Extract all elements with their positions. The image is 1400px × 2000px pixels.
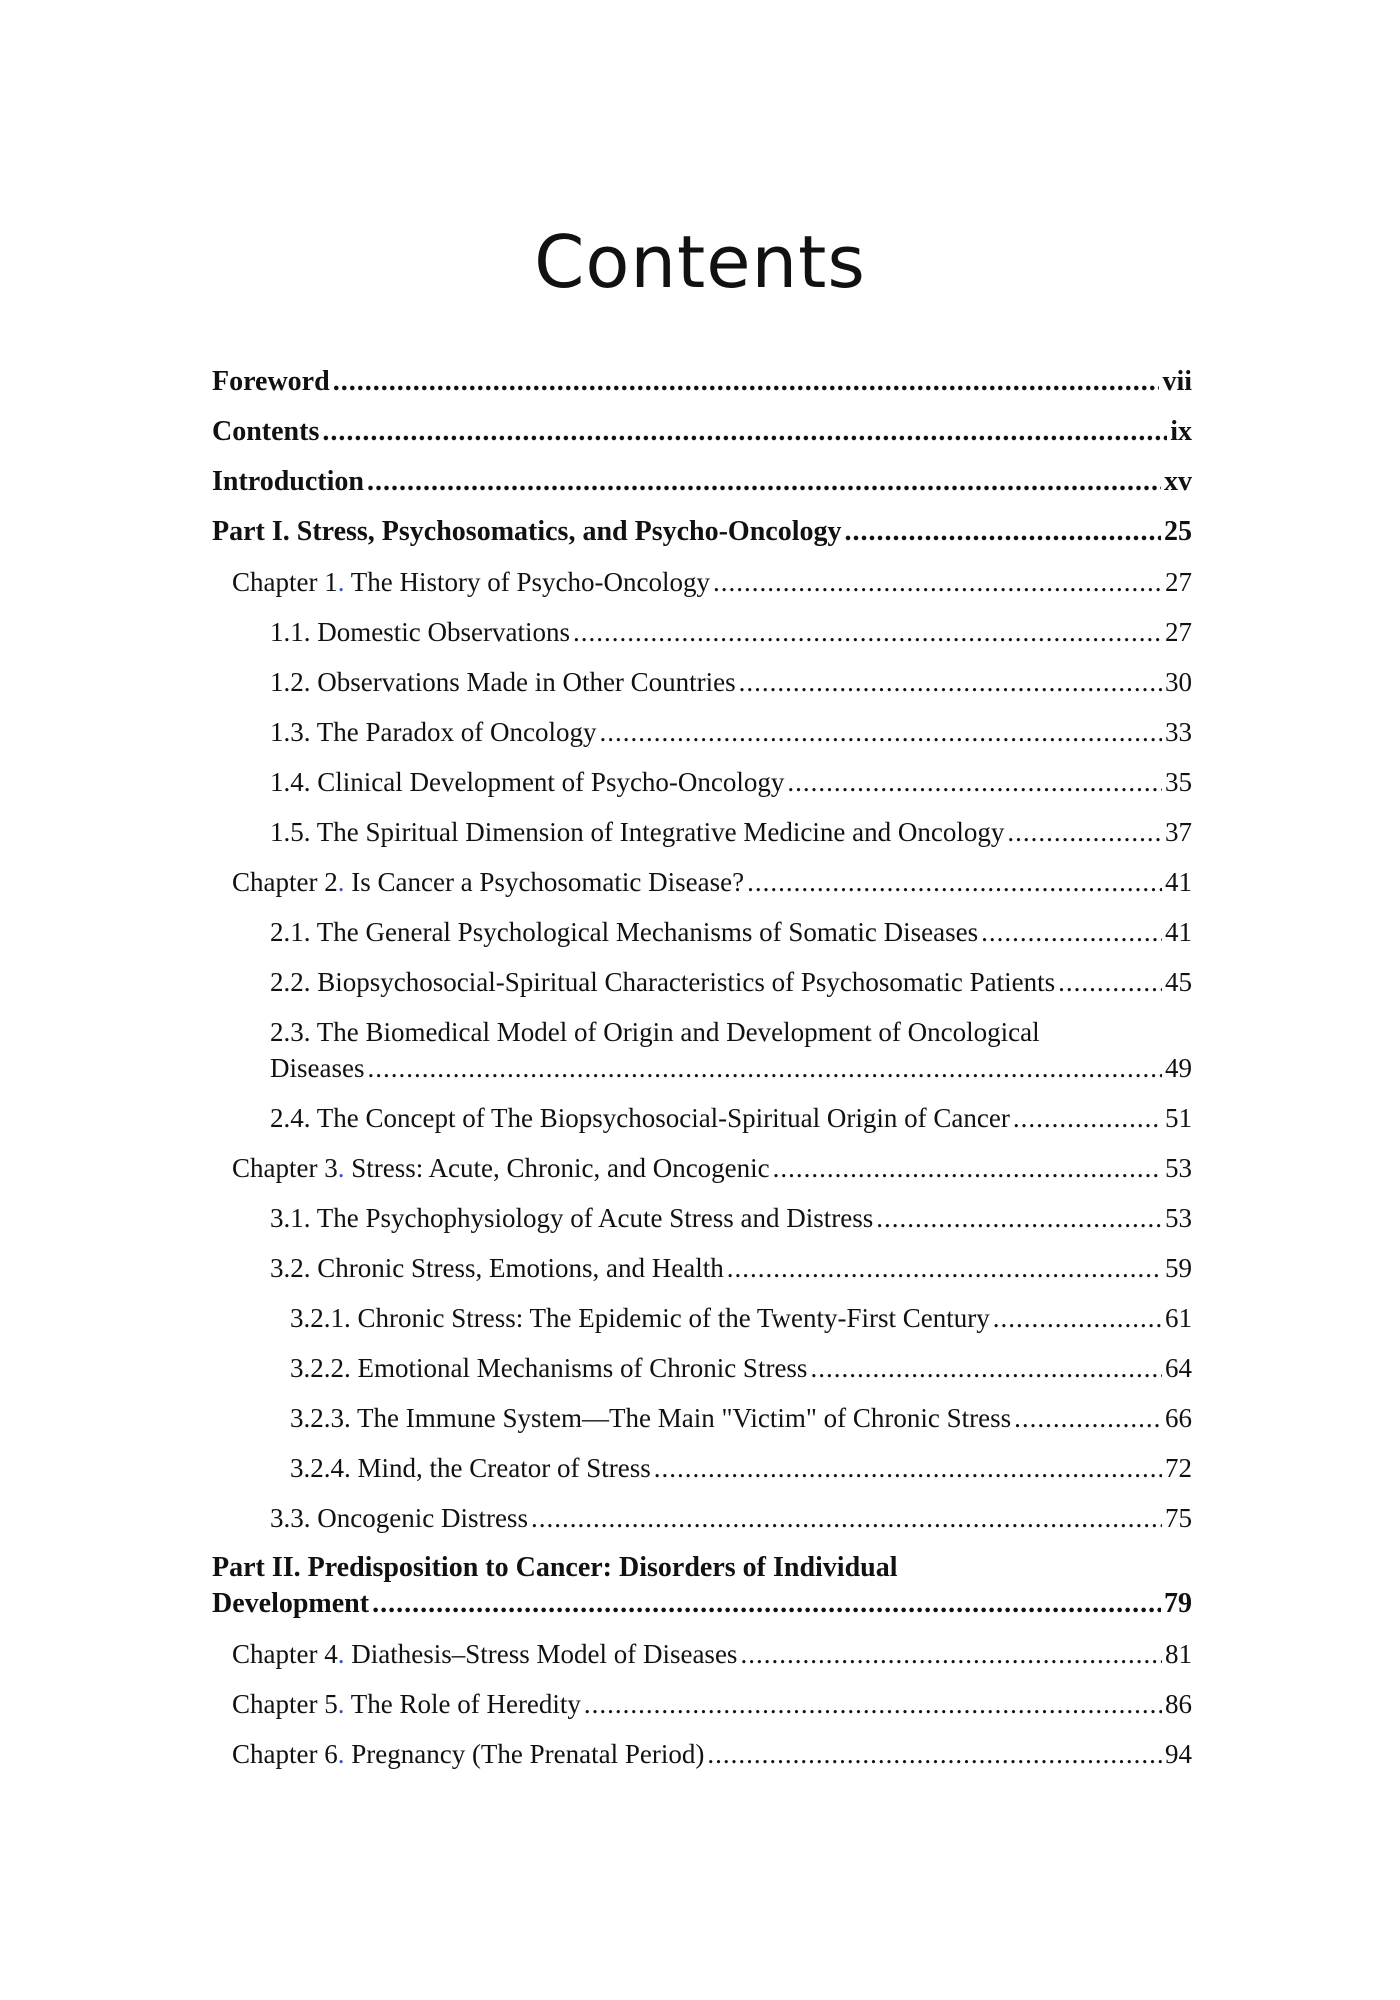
dot-leader <box>654 1450 1162 1486</box>
toc-entry-section[interactable] <box>270 614 1192 650</box>
toc-entry-section[interactable] <box>270 1050 1192 1086</box>
dot-leader <box>372 1586 1161 1622</box>
dot-leader <box>740 1636 1162 1672</box>
dot-leader <box>981 914 1162 950</box>
toc-entry-label: Development <box>212 1588 370 1619</box>
toc-entry-section[interactable] <box>270 1200 1192 1236</box>
chapter-title: The History of Psycho-Oncology <box>344 567 710 597</box>
toc-entry-part-1[interactable] <box>212 514 1192 550</box>
chapter-dot: . <box>337 1153 345 1183</box>
toc-page-number: 27 <box>1165 567 1192 597</box>
toc-page-number: 35 <box>1165 767 1192 797</box>
chapter-dot: . <box>337 867 345 897</box>
toc-entry-label: 1.2. Observations Made in Other Countries <box>270 667 736 697</box>
toc-entry-label: 2.2. Biopsychosocial-Spiritual Characteristics of Psychosomatic Patients <box>270 967 1056 997</box>
toc-entry-label: Introduction <box>212 466 364 497</box>
toc-entry-label <box>232 1150 770 1186</box>
toc-page-number: ix <box>1170 416 1192 447</box>
chapter-title: Stress: Acute, Chronic, and Oncogenic <box>344 1153 770 1183</box>
dot-leader <box>1058 964 1162 1000</box>
toc-page-number: 61 <box>1165 1303 1192 1333</box>
toc-entry-part-2[interactable] <box>212 1586 1192 1622</box>
toc-entry-label: 3.1. The Psychophysiology of Acute Stress and Distress <box>270 1203 874 1233</box>
dot-leader <box>322 414 1167 450</box>
toc-entry-section[interactable] <box>270 664 1192 700</box>
toc-entry-section[interactable] <box>270 714 1192 750</box>
toc-page-number: 25 <box>1164 516 1192 547</box>
toc-entry-subsection[interactable] <box>290 1450 1192 1486</box>
toc-page-number: 75 <box>1165 1503 1192 1533</box>
toc-entry-chapter-4[interactable] <box>232 1636 1192 1672</box>
chapter-prefix: Chapter 2 <box>232 867 338 897</box>
toc-page-number: 94 <box>1165 1739 1192 1769</box>
toc-page-number: xv <box>1164 466 1192 497</box>
toc-page-number: 66 <box>1165 1403 1192 1433</box>
toc-entry-chapter-1[interactable] <box>232 564 1192 600</box>
chapter-dot: . <box>337 1639 345 1669</box>
dot-leader <box>531 1500 1162 1536</box>
chapter-prefix: Chapter 4 <box>232 1639 338 1669</box>
dot-leader <box>1014 1400 1162 1436</box>
chapter-prefix: Chapter 6 <box>232 1739 338 1769</box>
toc-entry-label <box>232 564 710 600</box>
page-title: Contents <box>534 220 866 304</box>
chapter-title: The Role of Heredity <box>344 1689 581 1719</box>
toc-entry-label: 2.4. The Concept of The Biopsychosocial-Spiritual Origin of Cancer <box>270 1103 1010 1133</box>
toc-entry-label: Foreword <box>212 366 330 397</box>
toc-entry-subsection[interactable] <box>290 1400 1192 1436</box>
toc-entry-label <box>232 1686 581 1722</box>
toc-entry-contents[interactable] <box>212 414 1192 450</box>
chapter-title: Is Cancer a Psychosomatic Disease? <box>344 867 745 897</box>
toc-page-number: 41 <box>1165 917 1192 947</box>
toc-page-number: 79 <box>1164 1588 1192 1619</box>
toc-entry-label <box>232 1736 704 1772</box>
toc-entry-foreword[interactable] <box>212 364 1192 400</box>
dot-leader <box>707 1736 1162 1772</box>
dot-leader <box>876 1200 1162 1236</box>
toc-entry-label: 2.1. The General Psychological Mechanisms of Somatic Diseases <box>270 917 979 947</box>
toc-page-number: 53 <box>1165 1203 1192 1233</box>
toc-entry-label: Part I. Stress, Psychosomatics, and Psycho-Oncology <box>212 516 842 547</box>
toc-page-number: vii <box>1162 366 1192 397</box>
chapter-title: Diathesis–Stress Model of Diseases <box>344 1639 738 1669</box>
dot-leader <box>773 1150 1162 1186</box>
dot-leader <box>787 764 1162 800</box>
toc-page-number: 59 <box>1165 1253 1192 1283</box>
toc-page-number: 49 <box>1165 1053 1192 1083</box>
dot-leader <box>1007 814 1162 850</box>
toc-entry-section[interactable] <box>270 1100 1192 1136</box>
toc-entry-subsection[interactable] <box>290 1300 1192 1336</box>
toc-entry-section[interactable] <box>270 764 1192 800</box>
toc-entry-section[interactable] <box>270 914 1192 950</box>
toc-entry-label: 3.2.1. Chronic Stress: The Epidemic of the Twenty-First Century <box>290 1303 990 1333</box>
toc-entry-label: 1.4. Clinical Development of Psycho-Oncology <box>270 767 785 797</box>
toc-entry-label: Diseases <box>270 1053 365 1083</box>
dot-leader <box>727 1250 1162 1286</box>
toc-entry-label: 3.2.2. Emotional Mechanisms of Chronic Stress <box>290 1353 808 1383</box>
toc-page-number: 33 <box>1165 717 1192 747</box>
dot-leader <box>810 1350 1162 1386</box>
chapter-prefix: Chapter 1 <box>232 567 338 597</box>
toc-page-number: 27 <box>1165 617 1192 647</box>
toc-page-number: 51 <box>1165 1103 1192 1133</box>
dot-leader <box>367 1050 1162 1086</box>
dot-leader <box>747 864 1162 900</box>
dot-leader <box>713 564 1162 600</box>
dot-leader <box>573 614 1162 650</box>
dot-leader <box>844 514 1161 550</box>
toc-entry-chapter-6[interactable] <box>232 1736 1192 1772</box>
chapter-dot: . <box>337 1739 345 1769</box>
toc-page-number: 37 <box>1165 817 1192 847</box>
toc-entry-label: 1.3. The Paradox of Oncology <box>270 717 597 747</box>
toc-page-number: 45 <box>1165 967 1192 997</box>
toc-entry-label: Contents <box>212 416 320 447</box>
chapter-prefix: Chapter 3 <box>232 1153 338 1183</box>
toc-entry-label: 3.2.4. Mind, the Creator of Stress <box>290 1453 651 1483</box>
chapter-prefix: Chapter 5 <box>232 1689 338 1719</box>
dot-leader <box>1013 1100 1162 1136</box>
toc-entry-subsection[interactable] <box>290 1350 1192 1386</box>
toc-entry-section[interactable] <box>270 1500 1192 1536</box>
dot-leader <box>333 364 1160 400</box>
toc-entry-chapter-5[interactable] <box>232 1686 1192 1722</box>
chapter-dot: . <box>337 1689 345 1719</box>
dot-leader <box>367 464 1161 500</box>
toc-page-number: 30 <box>1165 667 1192 697</box>
dot-leader <box>584 1686 1162 1722</box>
chapter-title: Pregnancy (The Prenatal Period) <box>344 1739 705 1769</box>
toc-entry-label <box>232 1636 737 1672</box>
toc-entry-label: 3.2. Chronic Stress, Emotions, and Health <box>270 1253 724 1283</box>
dot-leader <box>599 714 1162 750</box>
toc-page-number: 64 <box>1165 1353 1192 1383</box>
toc-entry-label: 3.3. Oncogenic Distress <box>270 1503 528 1533</box>
toc-entry-section[interactable] <box>270 1250 1192 1286</box>
chapter-dot: . <box>337 567 345 597</box>
dot-leader <box>739 664 1162 700</box>
toc-page-number: 72 <box>1165 1453 1192 1483</box>
toc-entry-label: 3.2.3. The Immune System—The Main "Victim" of Chronic Stress <box>290 1403 1012 1433</box>
toc-page-number: 86 <box>1165 1689 1192 1719</box>
toc-page-number: 41 <box>1165 867 1192 897</box>
toc-entry-label <box>232 864 744 900</box>
toc-entry-part-2-line1[interactable]: Part II. Predisposition to Cancer: Disorders of Individual <box>212 1552 898 1583</box>
dot-leader <box>993 1300 1162 1336</box>
toc-page-number: 81 <box>1165 1639 1192 1669</box>
toc-entry-section-line1[interactable]: 2.3. The Biomedical Model of Origin and Development of Oncological <box>270 1017 1040 1047</box>
toc-page-number: 53 <box>1165 1153 1192 1183</box>
toc-entry-label: 1.5. The Spiritual Dimension of Integrative Medicine and Oncology <box>270 817 1005 847</box>
toc-entry-section[interactable] <box>270 964 1192 1000</box>
toc-entry-chapter-2[interactable] <box>232 864 1192 900</box>
toc-entry-introduction[interactable] <box>212 464 1192 500</box>
toc-entry-section[interactable] <box>270 814 1192 850</box>
toc-entry-label: 1.1. Domestic Observations <box>270 617 570 647</box>
toc-entry-chapter-3[interactable] <box>232 1150 1192 1186</box>
